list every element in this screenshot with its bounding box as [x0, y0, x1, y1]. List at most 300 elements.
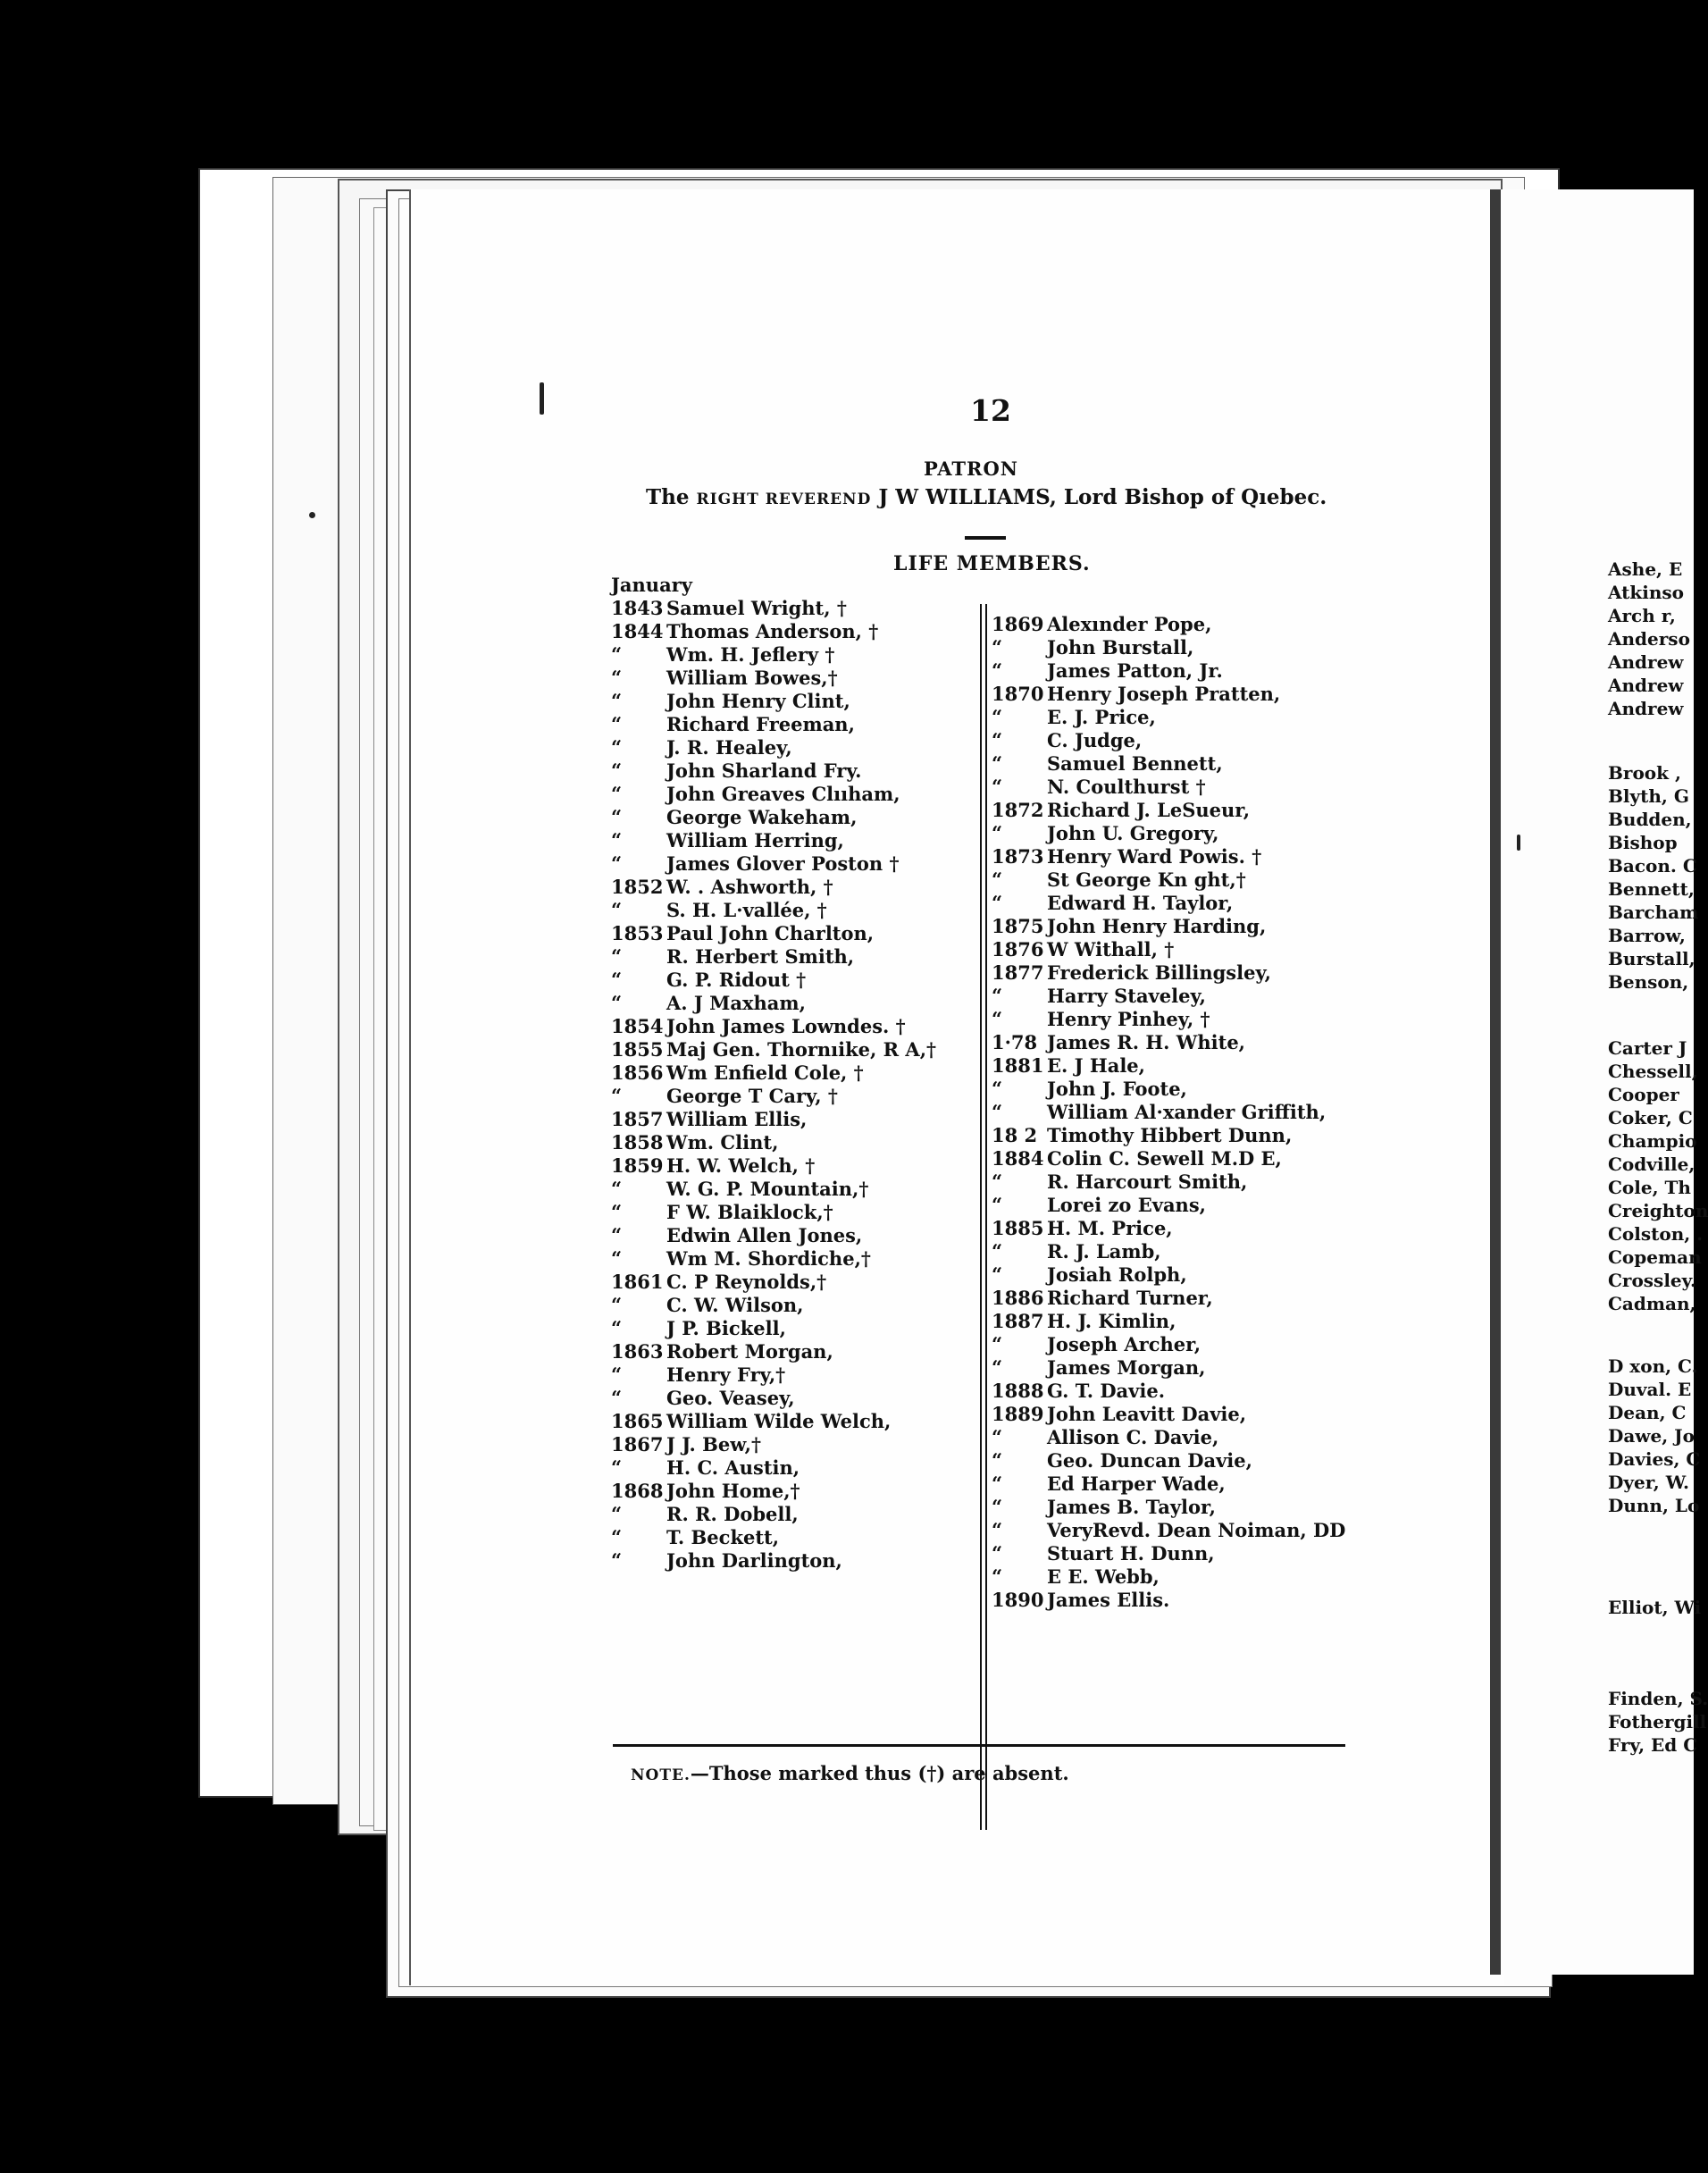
footnote — [631, 1762, 1069, 1784]
member-entry — [992, 1287, 1213, 1310]
member-entry — [611, 922, 874, 945]
member-entry — [992, 1565, 1160, 1589]
member-entry — [992, 636, 1193, 659]
member-name: Samuel Wright, † — [666, 597, 847, 619]
page-number: 12 — [970, 393, 1011, 428]
member-name: E. J Hale, — [1047, 1054, 1145, 1077]
member-year: “ — [611, 736, 623, 759]
member-year: “ — [611, 1456, 623, 1479]
member-year: “ — [992, 1496, 1003, 1518]
member-entry — [992, 1589, 1169, 1612]
member-year: 1888 — [992, 1380, 1044, 1402]
facing-page-line: Colston, . — [1608, 1223, 1704, 1245]
member-name: Samuel Bennett, — [1047, 752, 1223, 775]
ink-mark — [540, 382, 544, 415]
member-entry — [611, 1178, 868, 1201]
member-name: W Withall, † — [1047, 938, 1175, 961]
member-name: Lorei zo Evans, — [1047, 1194, 1206, 1216]
facing-page-line: Benson, — [1608, 971, 1689, 993]
member-year: “ — [611, 945, 623, 968]
member-name: Paul John Charlton, — [666, 922, 875, 944]
member-name: James B. Taylor, — [1047, 1496, 1216, 1518]
member-entry — [611, 643, 834, 667]
patron-title: RIGHT REVEREND — [696, 491, 872, 508]
member-year: 1861 — [611, 1271, 664, 1293]
member-name: Harry Staveley, — [1047, 985, 1206, 1007]
facing-page-line: Chessell, — [1608, 1061, 1698, 1082]
member-name: F W. Blaiklock,† — [666, 1201, 833, 1223]
member-entry — [992, 1194, 1206, 1217]
member-name: Allison C. Davie, — [1047, 1426, 1219, 1448]
member-name: James Ellis. — [1047, 1589, 1170, 1611]
member-name: E E. Webb, — [1047, 1565, 1160, 1588]
facing-page-line: Budden, — [1608, 809, 1692, 830]
member-year: “ — [611, 806, 623, 828]
member-year: 1·78 — [992, 1031, 1038, 1053]
member-year: “ — [611, 1178, 623, 1200]
patron-prefix: The — [646, 485, 690, 509]
member-name: John Henry Harding, — [1047, 915, 1267, 937]
member-year: “ — [992, 1519, 1003, 1541]
facing-page-line: Fry, Ed C — [1608, 1734, 1698, 1756]
footnote-text: —Those marked thus (†) are absent. — [690, 1762, 1069, 1784]
member-entry — [992, 706, 1156, 729]
member-year: 1865 — [611, 1410, 664, 1432]
member-year: 1857 — [611, 1108, 664, 1130]
member-entry — [611, 713, 855, 736]
member-entry — [611, 574, 692, 597]
member-name: H. M. Price, — [1047, 1217, 1173, 1239]
member-year: 1886 — [992, 1287, 1044, 1309]
column-divider — [985, 604, 987, 1830]
member-entry — [992, 1240, 1161, 1263]
member-entry — [611, 806, 857, 829]
member-year: “ — [992, 729, 1003, 751]
member-entry — [611, 1433, 761, 1456]
member-name: Joseph Archer, — [1047, 1333, 1201, 1355]
member-year: “ — [992, 706, 1003, 728]
member-name: Frederick Billingsley, — [1047, 961, 1271, 984]
member-year: “ — [611, 1503, 623, 1525]
member-year: 1889 — [992, 1403, 1044, 1425]
facing-page-line: Copeman — [1608, 1246, 1702, 1268]
member-year: 1876 — [992, 938, 1044, 961]
member-name: C. W. Wilson, — [666, 1294, 804, 1316]
member-entry — [611, 620, 878, 643]
member-year: “ — [611, 713, 623, 735]
member-entry — [992, 915, 1266, 938]
member-year: “ — [611, 1526, 623, 1548]
member-name: G. T. Davie. — [1047, 1380, 1166, 1402]
book-gutter — [1490, 189, 1501, 1975]
member-entry — [992, 1519, 1345, 1542]
member-entry — [992, 1380, 1165, 1403]
member-entry — [611, 829, 844, 852]
member-name: Richard Turner, — [1047, 1287, 1213, 1309]
facing-page-line: Dunn, Lo — [1608, 1495, 1700, 1516]
member-entry — [611, 876, 833, 899]
facing-page-line: Brook , — [1608, 762, 1681, 784]
member-name: Henry Ward Powis. † — [1047, 845, 1262, 868]
member-year: “ — [992, 1449, 1003, 1472]
member-name: Timothy Hibbert Dunn, — [1047, 1124, 1293, 1146]
member-year: “ — [992, 1078, 1003, 1100]
member-year: 1875 — [992, 915, 1044, 937]
member-name: John James Lowndes. † — [666, 1015, 906, 1037]
member-name: Henry Joseph Pratten, — [1047, 683, 1281, 705]
member-year: 1855 — [611, 1038, 664, 1061]
member-name: R. R. Dobell, — [666, 1503, 799, 1525]
member-year: “ — [992, 1263, 1003, 1286]
member-name: Wm M. Shordiche,† — [666, 1247, 871, 1270]
member-name: Edwin Allen Jones, — [666, 1224, 863, 1246]
member-entry — [611, 1526, 779, 1549]
member-name: John Burstall, — [1047, 636, 1194, 659]
facing-page-line: Andrew — [1608, 675, 1684, 696]
member-year: “ — [611, 1247, 623, 1270]
ink-mark — [1517, 835, 1520, 851]
member-year: “ — [611, 1294, 623, 1316]
member-name: James Patton, Jr. — [1047, 659, 1223, 682]
member-year: “ — [992, 1008, 1003, 1030]
member-name: John J. Foote, — [1047, 1078, 1187, 1100]
member-entry — [611, 690, 850, 713]
member-name: G. P. Ridout † — [666, 969, 807, 991]
member-entry — [611, 1061, 864, 1085]
member-year: “ — [611, 1387, 623, 1409]
member-name: Maj Gen. Thornıike, R A,† — [666, 1038, 937, 1061]
member-year: “ — [992, 1542, 1003, 1565]
member-year: “ — [611, 1224, 623, 1246]
member-name: N. Coulthurst † — [1047, 776, 1206, 798]
member-year: “ — [992, 1101, 1003, 1123]
member-entry — [992, 1217, 1173, 1240]
member-name: W. G. P. Mountain,† — [666, 1178, 869, 1200]
facing-page-line: Bennett, — [1608, 878, 1695, 900]
member-year: 1856 — [611, 1061, 664, 1084]
facing-page-line: Bacon. C — [1608, 855, 1697, 877]
member-entry — [992, 776, 1206, 799]
member-name: S. H. L·vallée, † — [666, 899, 827, 921]
member-entry — [992, 1496, 1216, 1519]
facing-page-line: Bishop — [1608, 832, 1678, 853]
member-name: John Home,† — [666, 1480, 800, 1502]
column-divider — [980, 604, 982, 1830]
member-year: “ — [992, 892, 1003, 914]
member-year: 1887 — [992, 1310, 1044, 1332]
member-year: January — [611, 574, 692, 596]
member-name: Wm Enfield Cole, † — [666, 1061, 864, 1084]
member-name: H. C. Austin, — [666, 1456, 800, 1479]
member-name: Geo. Veasey, — [666, 1387, 795, 1409]
member-year: “ — [611, 1363, 623, 1386]
member-entry — [992, 1147, 1282, 1170]
member-entry — [611, 597, 847, 620]
facing-page-line: Crossley. — [1608, 1270, 1696, 1291]
facing-page-line: Coker, C — [1608, 1107, 1693, 1128]
member-name: George T Cary, † — [666, 1085, 838, 1107]
member-name: Alexınder Pope, — [1047, 613, 1212, 635]
member-name: Geo. Duncan Davie, — [1047, 1449, 1252, 1472]
life-members-heading: LIFE MEMBERS. — [893, 552, 1091, 575]
member-entry — [611, 1085, 838, 1108]
member-year: “ — [992, 1426, 1003, 1448]
facing-page-line: Anderso — [1608, 628, 1690, 650]
member-year: “ — [992, 1170, 1003, 1193]
member-entry — [611, 1015, 906, 1038]
member-name: Richard J. LeSueur, — [1047, 799, 1251, 821]
member-name: R. Herbert Smith, — [666, 945, 855, 968]
member-name: James Glover Poston † — [666, 852, 900, 875]
patron-line — [646, 485, 1327, 509]
member-entry — [611, 1247, 871, 1271]
member-name: E. J. Price, — [1047, 706, 1156, 728]
member-year: “ — [992, 752, 1003, 775]
facing-page-line: Cadman, — [1608, 1293, 1696, 1314]
facing-page-line: Andrew — [1608, 698, 1684, 719]
facing-page-line: Dean, C — [1608, 1402, 1687, 1423]
member-year: “ — [992, 1194, 1003, 1216]
member-entry — [992, 1356, 1205, 1380]
member-year: 1859 — [611, 1154, 664, 1177]
member-name: A. J Maxham, — [666, 992, 806, 1014]
patron-heading: PATRON — [924, 457, 1018, 480]
facing-page-line: Atkinso — [1608, 582, 1684, 603]
facing-page-line: D xon, C. — [1608, 1355, 1698, 1377]
member-year: 1872 — [992, 799, 1044, 821]
member-year: “ — [611, 690, 623, 712]
member-year: 1853 — [611, 922, 664, 944]
facing-page-line: Andrew — [1608, 651, 1684, 673]
member-year: 1873 — [992, 845, 1044, 868]
facing-page-line: Champio — [1608, 1130, 1697, 1152]
member-entry — [611, 783, 900, 806]
member-name: H. W. Welch, † — [666, 1154, 816, 1177]
member-year: “ — [992, 659, 1003, 682]
member-entry — [992, 752, 1223, 776]
member-year: “ — [611, 1549, 623, 1572]
facing-page-line: Burstall, — [1608, 948, 1695, 969]
member-year: “ — [992, 1565, 1003, 1588]
member-entry — [611, 899, 827, 922]
member-name: W. . Ashworth, † — [666, 876, 833, 898]
member-entry — [611, 759, 861, 783]
facing-page-line: Dawe, Jo — [1608, 1425, 1695, 1447]
member-year: “ — [992, 1333, 1003, 1355]
member-name: Henry Pinhey, † — [1047, 1008, 1210, 1030]
member-entry — [992, 1263, 1187, 1287]
member-entry — [611, 1294, 803, 1317]
member-entry — [992, 938, 1174, 961]
member-entry — [992, 1310, 1176, 1333]
facing-page-line: Creighton — [1608, 1200, 1708, 1221]
member-name: R. Harcourt Smith, — [1047, 1170, 1248, 1193]
member-entry — [992, 1054, 1145, 1078]
member-entry — [992, 892, 1233, 915]
member-entry — [992, 1170, 1247, 1194]
member-name: Thomas Anderson, † — [666, 620, 879, 642]
member-entry — [611, 1108, 807, 1131]
facing-page-line: Duval. E — [1608, 1379, 1692, 1400]
member-entry — [992, 659, 1223, 683]
member-year: “ — [992, 776, 1003, 798]
member-name: John Leavitt Davie, — [1047, 1403, 1247, 1425]
member-entry — [611, 1038, 936, 1061]
facing-page-line: Arch r, — [1608, 605, 1676, 626]
member-name: William Ellis, — [666, 1108, 808, 1130]
member-entry — [611, 992, 806, 1015]
member-name: J J. Bew,† — [666, 1433, 761, 1456]
member-name: John Henry Clint, — [666, 690, 850, 712]
member-name: John U. Gregory, — [1047, 822, 1219, 844]
member-entry — [992, 868, 1246, 892]
member-entry — [611, 1387, 795, 1410]
member-year: 1858 — [611, 1131, 664, 1154]
facing-page-line: Barcham — [1608, 902, 1699, 923]
member-year: “ — [611, 759, 623, 782]
member-year: “ — [992, 1240, 1003, 1263]
facing-page-line: Cooper — [1608, 1084, 1679, 1105]
member-entry — [611, 1201, 833, 1224]
member-name: William Bowes,† — [666, 667, 838, 689]
member-entry — [611, 1340, 833, 1363]
facing-page-line: Blyth, G — [1608, 785, 1689, 807]
footnote-label: NOTE. — [631, 1766, 691, 1784]
member-entry — [611, 1224, 862, 1247]
member-entry — [611, 1317, 786, 1340]
member-year: 1870 — [992, 683, 1044, 705]
member-year: “ — [611, 783, 623, 805]
member-entry — [992, 613, 1211, 636]
facing-page-line: Davies, C — [1608, 1448, 1701, 1470]
member-year: 1852 — [611, 876, 664, 898]
member-name: T. Beckett, — [666, 1526, 780, 1548]
member-name: John Greaves Clııham, — [666, 783, 900, 805]
member-entry — [992, 961, 1271, 985]
member-entry — [992, 1124, 1292, 1147]
member-entry — [611, 1271, 826, 1294]
facing-page-line: Fothergill — [1608, 1711, 1707, 1733]
member-year: “ — [611, 829, 623, 852]
member-year: 1890 — [992, 1589, 1044, 1611]
member-entry — [992, 845, 1261, 868]
member-entry — [992, 822, 1218, 845]
member-entry — [992, 1008, 1210, 1031]
member-entry — [611, 1410, 891, 1433]
member-name: H. J. Kimlin, — [1047, 1310, 1176, 1332]
member-entry — [992, 1403, 1246, 1426]
member-year: 1877 — [992, 961, 1044, 984]
member-year: “ — [992, 636, 1003, 659]
member-year: “ — [611, 1317, 623, 1339]
member-name: Ed Harper Wade, — [1047, 1472, 1226, 1495]
member-name: R. J. Lamb, — [1047, 1240, 1161, 1263]
member-name: Wm. Clint, — [666, 1131, 779, 1154]
member-name: Edward H. Taylor, — [1047, 892, 1234, 914]
ink-mark — [309, 512, 315, 518]
member-entry — [611, 1131, 778, 1154]
member-name: Robert Morgan, — [666, 1340, 833, 1363]
member-entry — [611, 969, 806, 992]
member-entry — [992, 683, 1280, 706]
member-entry — [611, 1503, 799, 1526]
member-name: James Morgan, — [1047, 1356, 1206, 1379]
member-year: “ — [992, 1472, 1003, 1495]
member-entry — [992, 1426, 1218, 1449]
facing-page-line: Carter J — [1608, 1037, 1687, 1059]
member-year: “ — [611, 643, 623, 666]
facing-page-line: Ashe, E — [1608, 558, 1683, 580]
member-entry — [992, 1101, 1326, 1124]
member-name: William Al·xander Griffith, — [1047, 1101, 1327, 1123]
member-name: George Wakeham, — [666, 806, 858, 828]
member-year: 1885 — [992, 1217, 1044, 1239]
member-year: 1884 — [992, 1147, 1044, 1170]
member-name: James R. H. White, — [1047, 1031, 1245, 1053]
member-name: Josiah Rolph, — [1047, 1263, 1187, 1286]
member-name: Richard Freeman, — [666, 713, 855, 735]
heading-rule — [965, 536, 1006, 540]
member-entry — [992, 1031, 1245, 1054]
facing-page-line: Dyer, W. — [1608, 1472, 1690, 1493]
member-year: 1881 — [992, 1054, 1044, 1077]
member-name: Henry Fry,† — [666, 1363, 786, 1386]
member-name: J. R. Healey, — [666, 736, 792, 759]
member-year: “ — [992, 868, 1003, 891]
member-entry — [992, 729, 1142, 752]
member-name: John Darlington, — [666, 1549, 842, 1572]
member-year: “ — [992, 985, 1003, 1007]
member-year: 1869 — [992, 613, 1044, 635]
patron-name: J W WILLIAMS, Lord Bishop of Qıebec. — [878, 485, 1327, 509]
member-entry — [611, 1480, 800, 1503]
footnote-rule — [613, 1744, 1345, 1747]
member-year: “ — [992, 822, 1003, 844]
member-entry — [992, 985, 1206, 1008]
facing-page-line: Finden, S. — [1608, 1688, 1708, 1709]
member-entry — [611, 1549, 842, 1573]
member-name: St George Kn ght,† — [1047, 868, 1246, 891]
member-entry — [992, 1472, 1226, 1496]
member-name: C. Judge, — [1047, 729, 1143, 751]
member-entry — [992, 1542, 1215, 1565]
member-year: “ — [611, 992, 623, 1014]
member-name: Colin C. Sewell M.D E, — [1047, 1147, 1282, 1170]
member-name: C. P Reynolds,† — [666, 1271, 827, 1293]
member-entry — [611, 736, 792, 759]
member-year: “ — [611, 899, 623, 921]
member-year: “ — [992, 1356, 1003, 1379]
member-year: “ — [611, 667, 623, 689]
member-entry — [611, 667, 838, 690]
member-year: 1863 — [611, 1340, 664, 1363]
member-year: “ — [611, 969, 623, 991]
facing-page-line: Codville, — [1608, 1154, 1695, 1175]
member-year: 1867 — [611, 1433, 664, 1456]
facing-page-line: Cole, Th — [1608, 1177, 1691, 1198]
member-entry — [611, 852, 899, 876]
member-name: William Wilde Welch, — [666, 1410, 892, 1432]
member-entry — [992, 1078, 1187, 1101]
member-name: Wm. H. Jeflery † — [666, 643, 835, 666]
member-entry — [992, 1449, 1252, 1472]
member-name: Stuart H. Dunn, — [1047, 1542, 1215, 1565]
member-year: 1868 — [611, 1480, 664, 1502]
member-year: “ — [611, 1085, 623, 1107]
member-year: 18 2 — [992, 1124, 1038, 1146]
member-year: 1854 — [611, 1015, 664, 1037]
facing-page-text — [1608, 0, 1708, 2173]
